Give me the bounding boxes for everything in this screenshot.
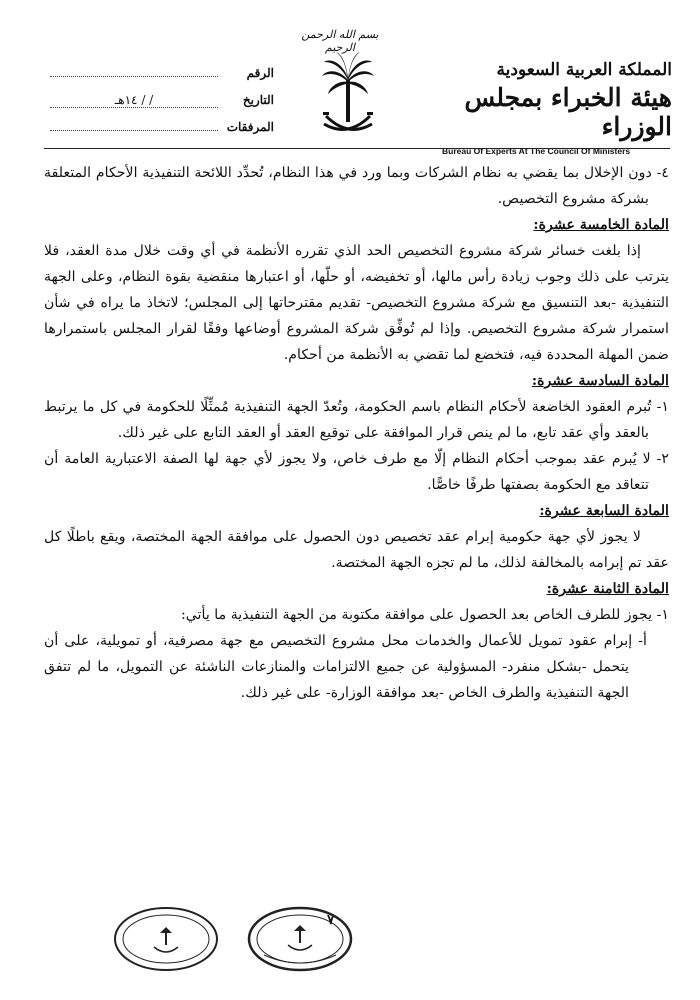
attachments-row [44, 120, 274, 147]
document-body [44, 160, 669, 706]
attachments-value [50, 130, 218, 131]
date-row [44, 93, 274, 120]
article-18-title: المادة الثامنة عشرة: [546, 581, 669, 597]
article-17-text: لا يجوز لأي جهة حكومية إبرام عقد تخصيص دون الحصول على موافقة الجهة المختصة، ويقع باطلًا كل عقد تم إبرامه بالمخالفة لذلك، ما لم تجزه الجهة المختصة. [44, 529, 669, 571]
article-16-item-2: ٢- لا يُبرم عقد بموجب أحكام النظام إلّا مع طرف خاص، ولا يجوز لأي جهة لها الصفة الاعتبارية العامة أن تتعاقد مع الحكومة بصفتها طرفًا خاصًّا. [44, 451, 669, 493]
letterhead-brand [442, 60, 672, 156]
date-label: التاريخ [242, 93, 274, 107]
article-15-text: إذا بلغت خسائر شركة مشروع التخصيص الحد الذي تقرره الأنظمة في أي وقت خلال مدة العقد، فلا يترتب على ذلك وجوب زيادة رأس مالها، أو تخفيضه، أو حلّها، أو اعتبارها منقضية بقوة النظام، وعلى الجهة التنفيذية -بعد التنسيق مع شركة مشروع التخصيص- تقديم مقترحاتها إلى المجلس؛ لاتخاذ ما يراه في شأن استمرار شركة مشروع التخصيص. وإذا لم تُوفِّق شركة المشروع أوضاعها وفقًا لقرار المجلس باستمرارها ضمن المهلة المحددة فيه، فتخضع لما تقضي به الأنظمة من أحكام. [44, 243, 669, 363]
attachments-label: المرفقات [226, 120, 274, 134]
article-17-title: المادة السابعة عشرة: [539, 503, 669, 519]
number-row [44, 66, 274, 93]
header-divider [44, 148, 670, 149]
basmala: بسم الله الرحمن الرحيم [301, 28, 379, 54]
article-16-item-1: ١- تُبرم العقود الخاضعة لأحكام النظام باسم الحكومة، وتُعدّ الجهة التنفيذية مُمثِّلًا للحكومة في كل ما يرتبط بالعقد وأي عقد تابع، ما لم ينص قرار الموافقة على توقيع العقد أو العقد التابع على غير ذلك. [44, 399, 669, 441]
article-16-title: المادة السادسة عشرة: [531, 373, 669, 389]
reference-fields [44, 66, 274, 147]
official-seal-icon [112, 905, 220, 973]
bureau-name-english: Bureau Of Experts At The Council Of Ministers [442, 146, 631, 156]
page-number: ٧ [327, 912, 335, 928]
palm-swords-emblem-icon [320, 50, 376, 142]
official-seal-icon [246, 905, 354, 973]
article-15-title: المادة الخامسة عشرة: [533, 217, 669, 233]
article-18-item-1a: أ- إبرام عقود تمويل للأعمال والخدمات محل مشروع التخصيص مع جهة مصرفية، أو تمويلية، على أن يتحمل -بشكل منفرد- المسؤولية عن جميع الالتزامات والمنازعات الناشئة عن التمويل، ما لم تتفق الجهة التنفيذية والطرف الخاص -بعد موافقة الوزارة- على غير ذلك. [44, 633, 647, 701]
country-name: المملكة العربية السعودية [496, 60, 672, 80]
number-label: الرقم [246, 66, 274, 80]
paragraph-item-4: ٤- دون الإخلال بما يقضي به نظام الشركات وبما ورد في هذا النظام، تُحدِّد اللائحة التنفيذية الأحكام المتعلقة بشركة مشروع التخصيص. [44, 165, 669, 207]
bureau-name-arabic: هيئة الخبراء بمجلس الوزراء [464, 83, 672, 141]
date-value: / / ١٤هـ [50, 93, 218, 108]
number-value [50, 76, 218, 77]
article-18-item-1: ١- يجوز للطرف الخاص بعد الحصول على موافقة مكتوبة من الجهة التنفيذية ما يأتي: [180, 607, 669, 623]
